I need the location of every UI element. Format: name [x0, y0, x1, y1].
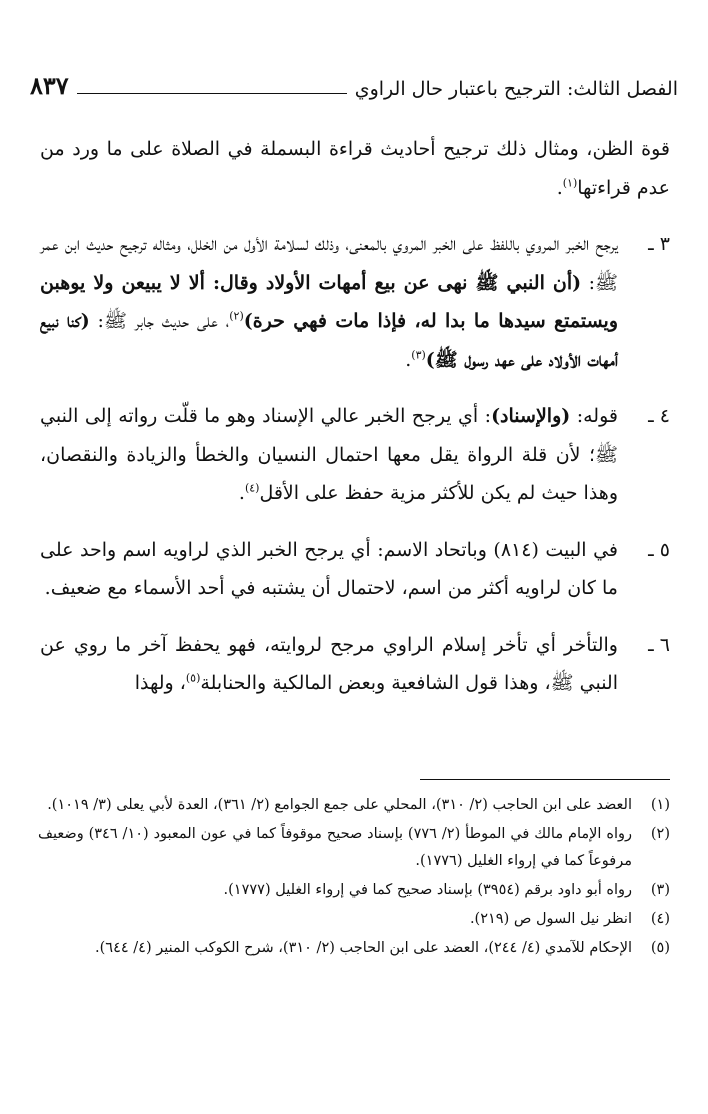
text-span: قوله: — [570, 405, 618, 427]
item-number: ٤ ـ — [648, 405, 670, 427]
footnote-number: (١) — [650, 797, 670, 813]
text-span: ، على حديث جابر ﷺ: — [89, 310, 230, 332]
bold-hadith: (كنا نبيع أمهات الأولاد على عهد رسول ﷺ) — [40, 310, 618, 371]
list-item — [40, 225, 670, 379]
item-number: ٣ ـ — [648, 233, 670, 255]
bold-term: (والإسناد) — [491, 405, 571, 427]
footnote-number: (٣) — [650, 882, 670, 898]
footnote-ref: (١) — [562, 176, 578, 190]
footnote-ref: (٥) — [185, 671, 201, 685]
footnote-number: (٥) — [650, 940, 670, 956]
item-number: ٥ ـ — [648, 538, 670, 561]
item-text — [40, 225, 618, 379]
footnote-number: (٤) — [650, 911, 670, 927]
main-text — [40, 130, 670, 721]
list-item — [40, 397, 670, 513]
text-span: . — [405, 348, 412, 371]
text-span: ، ولهذا — [134, 672, 186, 694]
footnote-text: رواه أبو داود برقم (٣٩٥٤) بإسناد صحيح كما في إرواء الغليل (١٧٧٧). — [223, 882, 632, 898]
footnote — [38, 877, 670, 904]
footnote-ref: (٣) — [411, 348, 426, 362]
footnote-text: انظر نيل السول ص (٢١٩). — [469, 911, 632, 927]
footnote — [38, 906, 670, 933]
item-text: في البيت (٨١٤) وباتحاد الاسم: أي يرجح الخبر الذي لراويه اسم واحد على ما كان لراويه أكثر من اسم، لاحتمال أن يشتبه في أحد الأسماء مع ضعيف. — [40, 538, 618, 599]
footnote-separator — [420, 779, 670, 780]
footnote-text: رواه الإمام مالك في الموطأ (٢/ ٧٧٦) بإسناد صحيح موقوفاً كما في عون المعبود (١٠/ ٣٤٦) وضعيف مرفوعاً كما في إرواء الغليل (١٧٧٦). — [38, 826, 633, 869]
footnote — [38, 792, 670, 819]
text-span: يرجح الخبر المروي باللفظ على الخبر المروي بالمعنى، وذلك لسلامة الأول من الخلل، ومثاله ترجيح حديث ابن عمر ﷺ: — [40, 233, 618, 294]
bold-hadith: (أن النبي ﷺ نهى عن بيع أمهات الأولاد وقال: ألا لا يبيعن ولا يوهبن ويستمتع سيدها ما بدا له، فإذا مات فهي حرة) — [40, 271, 618, 332]
footnote — [38, 935, 670, 962]
footnote-text: العضد على ابن الحاجب (٢/ ٣١٠)، المحلي على جمع الجوامع (٢/ ٣٦١)، العدة لأبي يعلى (٣/ ١٠١٩). — [47, 797, 632, 813]
text-span: والتأخر أي تأخر إسلام الراوي مرجح لروايته، فهو يحفظ آخر ما روي عن النبي ﷺ، وهذا قول الشافعية وبعض المالكية والحنابلة — [40, 633, 618, 694]
running-header — [30, 64, 678, 100]
page-number: ٨٣٧ — [30, 71, 69, 100]
intro-text: قوة الظن، ومثال ذلك ترجيح أحاديث قراءة البسملة في الصلاة على ما ورد من عدم قراءتها — [40, 138, 670, 199]
intro-end: . — [556, 176, 563, 199]
footnote-number: (٢) — [650, 826, 670, 842]
footnote — [38, 821, 670, 875]
footnote-ref: (٤) — [244, 481, 260, 495]
text-span: : أي يرجح الخبر عالي الإسناد وهو ما قلّت رواته إلى النبي ﷺ؛ لأن قلة الرواة يقل معها احتمال النسيان والخطأ والزيادة والنقصان، وهذا حيث لم يكن للأكثر مزية حفظ على الأقل — [40, 405, 618, 504]
text-span: . — [238, 482, 245, 504]
footnote-ref: (٢) — [229, 309, 244, 323]
list-item — [40, 626, 670, 703]
footnote-text: الإحكام للآمدي (٤/ ٢٤٤)، العضد على ابن الحاجب (٢/ ٣١٠)، شرح الكوكب المنير (٤/ ٦٤٤). — [95, 940, 632, 956]
header-rule — [77, 93, 347, 94]
intro-paragraph — [40, 130, 670, 207]
list-item — [40, 531, 670, 608]
footnotes — [38, 792, 670, 964]
chapter-title: الفصل الثالث: الترجيح باعتبار حال الراوي — [354, 78, 678, 100]
item-text — [40, 397, 618, 513]
item-number: ٦ ـ — [648, 633, 670, 656]
item-text — [40, 626, 618, 703]
